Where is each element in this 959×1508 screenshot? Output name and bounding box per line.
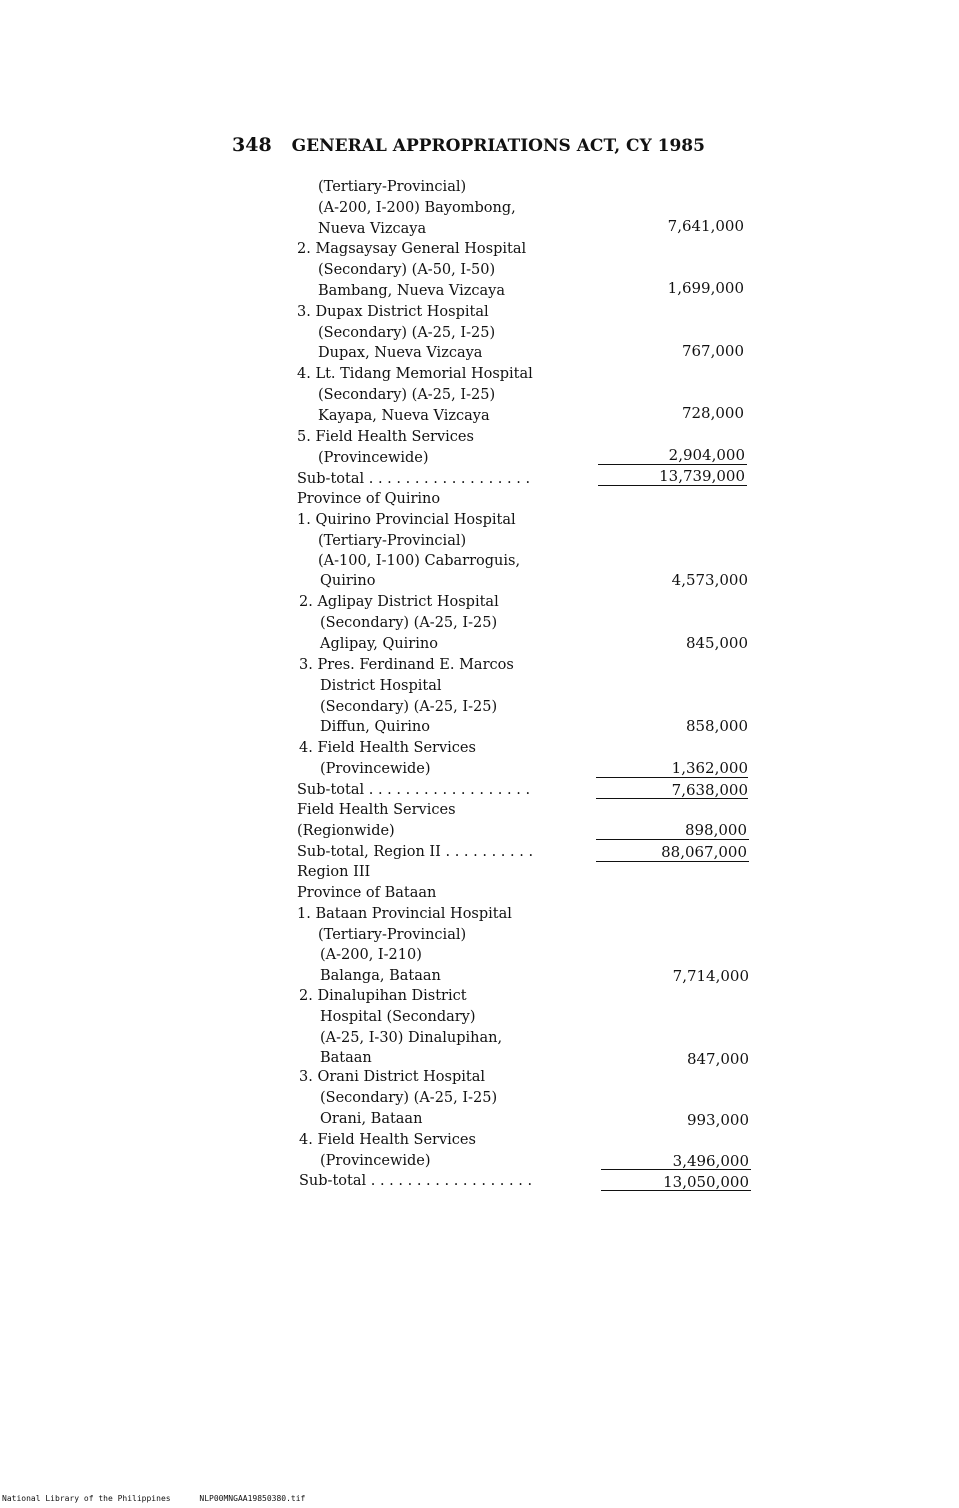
subtotal-label: Sub-total . . . . . . . . . . . . . . . . . . [299,1173,533,1189]
section-heading: Province of Bataan [297,885,437,901]
item-line: 1. Bataan Provincial Hospital [297,906,512,922]
footer-file-id: NLP00MNGAA19850380.tif [199,1494,306,1503]
item-line: Nueva Vizcaya [318,221,427,237]
amount: 7,641,000 [667,217,744,235]
subtotal-amount: 13,050,000 [663,1173,749,1191]
amount: 3,496,000 [672,1152,749,1170]
item-line: 3. Orani District Hospital [299,1069,485,1085]
section-heading: Field Health Services [297,802,456,818]
subtotal-label: Sub-total, Region II . . . . . . . . . . [297,844,534,860]
item-line: Orani, Bataan [320,1111,423,1127]
item-line: (Provincewide) [320,761,431,777]
item-line: (A-25, I-30) Dinalupihan, [320,1030,503,1046]
item-line: (Provincewide) [318,450,429,466]
item-line: (Secondary) (A-25, I-25) [320,1090,498,1106]
amount: 4,573,000 [671,571,748,589]
amount: 858,000 [685,717,748,735]
item-line: 5. Field Health Services [297,429,474,445]
sum-rule [601,1190,751,1191]
item-line: Aglipay, Quirino [320,636,438,652]
item-line: (Secondary) (A-25, I-25) [320,615,498,631]
scan-footer [2,1494,329,1503]
item-line: (A-200, I-210) [320,947,422,963]
amount: 847,000 [686,1050,749,1068]
item-line: (Secondary) (A-25, I-25) [318,387,496,403]
page-header [232,134,705,156]
item-line: 2. Aglipay District Hospital [299,594,499,610]
section-heading: Region III [297,864,371,880]
subtotal-amount: 7,638,000 [671,781,748,799]
sum-rule [596,839,749,840]
subtotal-label: Sub-total . . . . . . . . . . . . . . . . . . [297,471,531,487]
item-line: Bambang, Nueva Vizcaya [318,283,505,299]
amount: 728,000 [681,404,744,422]
item-line: (A-100, I-100) Cabarroguis, [318,553,521,569]
item-line: Hospital (Secondary) [320,1009,476,1025]
item-line: (A-200, I-200) Bayombong, [318,200,516,216]
amount: 993,000 [686,1111,749,1129]
sum-rule [596,798,748,799]
item-line: (Tertiary-Provincial) [318,927,467,943]
item-line: Quirino [320,573,376,589]
item-line: (Tertiary-Provincial) [318,179,467,195]
amount: 845,000 [685,634,748,652]
amount: 1,362,000 [671,759,748,777]
item-line: 4. Field Health Services [299,1132,476,1148]
item-line: 2. Magsaysay General Hospital [297,241,527,257]
item-line: 3. Pres. Ferdinand E. Marcos [299,657,514,673]
amount: 7,714,000 [672,967,749,985]
sum-rule [598,485,747,486]
amount: 767,000 [681,342,744,360]
sum-rule [601,1169,751,1170]
item-line: 4. Field Health Services [299,740,476,756]
item-line: (Secondary) (A-25, I-25) [318,325,496,341]
amount: 2,904,000 [668,446,745,464]
item-line: Dupax, Nueva Vizcaya [318,345,483,361]
sum-rule [596,861,749,862]
item-line: (Regionwide) [297,823,395,839]
item-line: 2. Dinalupihan District [299,988,467,1004]
sum-rule [596,777,748,778]
page-number: 348 [232,134,272,156]
item-line: (Provincewide) [320,1153,431,1169]
item-line: (Secondary) (A-25, I-25) [320,699,498,715]
item-line: 1. Quirino Provincial Hospital [297,512,516,528]
subtotal-label: Sub-total . . . . . . . . . . . . . . . . . . [297,782,531,798]
item-line: Balanga, Bataan [320,968,441,984]
item-line: 4. Lt. Tidang Memorial Hospital [297,366,533,382]
item-line: (Tertiary-Provincial) [318,533,467,549]
subtotal-amount: 13,739,000 [659,467,745,485]
item-line: Kayapa, Nueva Vizcaya [318,408,490,424]
subtotal-amount: 88,067,000 [661,843,747,861]
item-line: District Hospital [320,678,442,694]
footer-source: National Library of the Philippines [2,1494,171,1503]
amount: 1,699,000 [667,279,744,297]
item-line: 3. Dupax District Hospital [297,304,489,320]
page-title: GENERAL APPROPRIATIONS ACT, CY 1985 [291,136,705,156]
item-line: Bataan [320,1050,372,1066]
item-line: Diffun, Quirino [320,719,430,735]
amount: 898,000 [684,821,747,839]
sum-rule [598,464,747,465]
item-line: (Secondary) (A-50, I-50) [318,262,496,278]
section-heading: Province of Quirino [297,491,441,507]
